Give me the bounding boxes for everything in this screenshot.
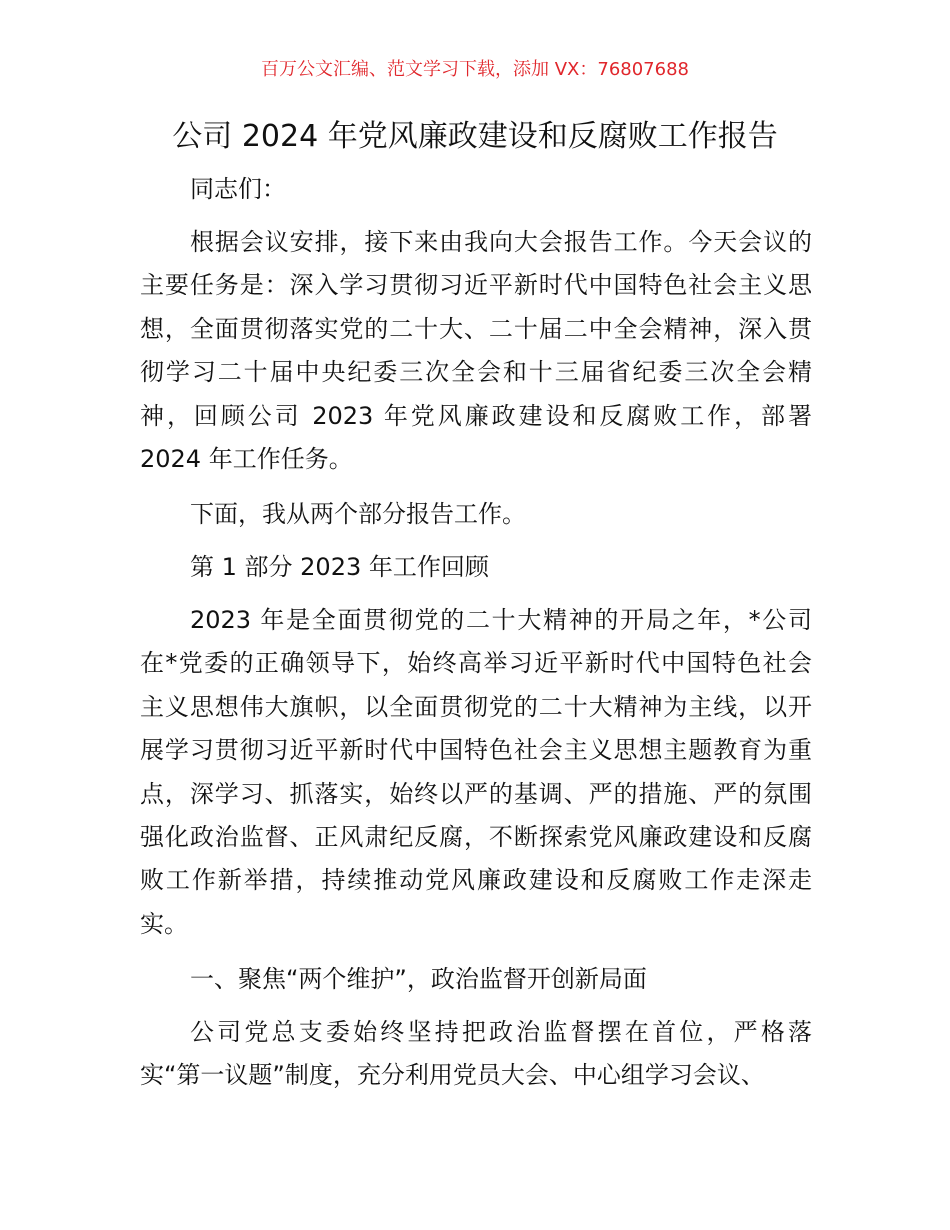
text-line: 点，深学习、抓落实，始终以严的基调、严的措施、严的氛围 [140,779,812,808]
review-paragraph [140,599,812,946]
text-line: 一、聚焦“两个维护”，政治监督开创新局面 [190,965,647,993]
document-title: 公司 2024 年党风廉政建设和反腐败工作报告 [172,119,778,154]
text-line: 想，全面贯彻落实党的二十大、二十届二中全会精神，深入贯 [140,314,812,343]
text-line: 实。 [140,909,188,938]
text-line: 彻学习二十届中央纪委三次全会和十三届省纪委三次全会精 [140,358,812,387]
text-line: 主义思想伟大旗帜，以全面贯彻党的二十大精神为主线，以开 [140,692,812,721]
text-line: 强化政治监督、正风肃纪反腐，不断探索党风廉政建设和反腐 [140,822,812,851]
text-line: 神，回顾公司 2023 年党风廉政建设和反腐败工作，部署 [140,401,812,430]
text-line: 第 1 部分 2023 年工作回顾 [190,553,489,581]
text-line: 同志们： [190,175,286,203]
text-line: 下面，我从两个部分报告工作。 [190,500,526,528]
section-heading-part-1 [140,546,812,589]
text-line: 在*党委的正确领导下，始终高举习近平新时代中国特色社会 [140,649,812,678]
salutation [140,168,812,211]
text-line: 败工作新举措，持续推动党风廉政建设和反腐败工作走深走 [140,866,812,895]
text-line: 2024 年工作任务。 [140,444,353,473]
text-line: 实“第一议题”制度，充分利用党员大会、中心组学习会议、 [140,1061,765,1090]
watermark-header: 百万公文汇编、范文学习下载，添加 VX：76807688 [261,59,689,80]
supervision-paragraph [140,1011,812,1098]
text-line: 2023 年是全面贯彻党的二十大精神的开局之年，*公司 [190,606,812,634]
text-line: 公司党总支委始终坚持把政治监督摆在首位，严格落 [190,1018,812,1046]
text-line: 根据会议安排，接下来由我向大会报告工作。今天会议的 [190,228,812,256]
outline-paragraph [140,493,812,536]
intro-paragraph [140,221,812,481]
text-line: 展学习贯彻习近平新时代中国特色社会主义思想主题教育为重 [140,736,812,765]
text-line: 主要任务是：深入学习贯彻习近平新时代中国特色社会主义思 [140,271,812,300]
subsection-heading-1 [140,958,812,1001]
